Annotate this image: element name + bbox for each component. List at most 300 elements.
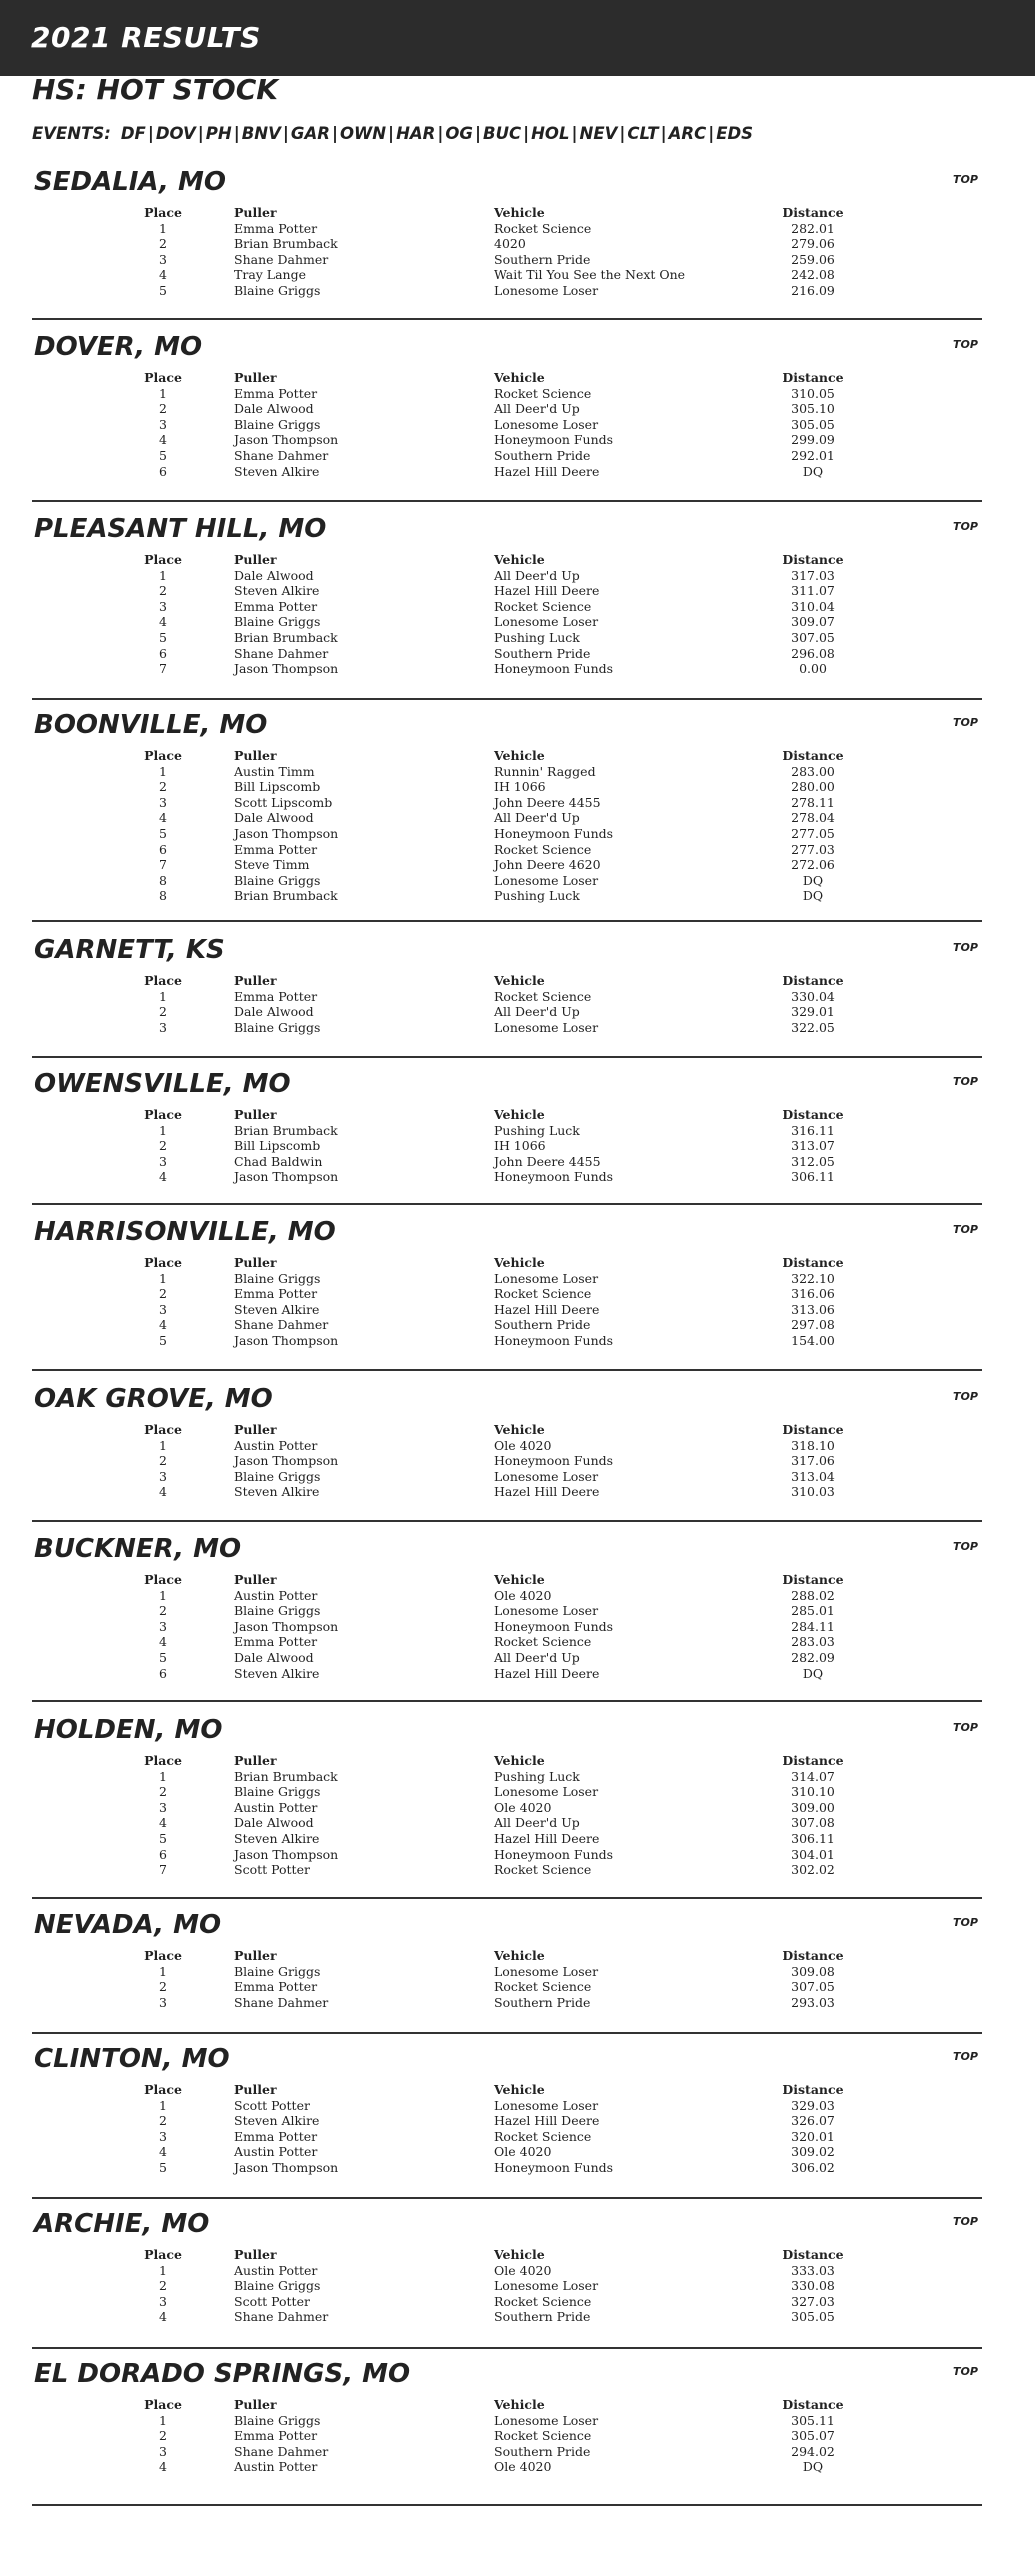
cell-distance: 313.07 [791, 1138, 835, 1154]
table-row [32, 2413, 982, 2429]
column-header-place: Place [144, 2397, 182, 2412]
column-header-puller: Puller [234, 748, 277, 763]
cell-distance: 284.11 [791, 1618, 835, 1634]
results-table [32, 2397, 982, 2475]
top-link[interactable]: TOP [953, 716, 978, 729]
section-title: BOONVILLE, MO [34, 710, 268, 740]
cell-puller: Austin Potter [234, 1587, 318, 1603]
cell-place: 2 [159, 236, 167, 252]
cell-vehicle: Wait Til You See the Next One [494, 267, 686, 283]
cell-place: 1 [159, 1122, 167, 1138]
cell-puller: Jason Thompson [234, 2159, 339, 2175]
cell-distance: 312.05 [791, 1153, 835, 1169]
cell-puller: Emma Potter [234, 2428, 318, 2444]
cell-distance: 305.11 [791, 2412, 835, 2428]
cell-puller: Dale Alwood [234, 1004, 314, 1020]
table-header-row [32, 1107, 982, 1123]
cell-vehicle: Pushing Luck [494, 1122, 580, 1138]
table-header-row [32, 1572, 982, 1588]
column-header-puller: Puller [234, 973, 277, 988]
table-row [32, 614, 982, 630]
event-link-nev[interactable]: NEV [579, 124, 618, 143]
table-row [32, 764, 982, 780]
table-row [32, 661, 982, 677]
column-header-distance: Distance [782, 1422, 844, 1437]
table-row [32, 1995, 982, 2011]
cell-puller: Emma Potter [234, 385, 318, 401]
cell-puller: Steve Timm [234, 857, 310, 873]
cell-vehicle: Rocket Science [494, 841, 592, 857]
cell-place: 5 [159, 629, 167, 645]
cell-puller: Blaine Griggs [234, 1468, 321, 1484]
results-table [32, 748, 982, 904]
table-row [32, 417, 982, 433]
cell-vehicle: Rocket Science [494, 1979, 592, 1995]
cell-vehicle: Rocket Science [494, 385, 592, 401]
table-header-row [32, 370, 982, 386]
cell-vehicle: Ole 4020 [494, 1437, 552, 1453]
cell-puller: Blaine Griggs [234, 2278, 321, 2294]
column-header-place: Place [144, 552, 182, 567]
cell-distance: 306.11 [791, 1830, 835, 1846]
cell-place: 3 [159, 2128, 167, 2144]
cell-distance: 0.00 [799, 661, 827, 677]
table-row [32, 583, 982, 599]
cell-puller: Blaine Griggs [234, 1784, 321, 1800]
column-header-distance: Distance [782, 370, 844, 385]
cell-place: 4 [159, 1484, 167, 1500]
column-header-puller: Puller [234, 370, 277, 385]
column-header-place: Place [144, 973, 182, 988]
cell-distance: 313.06 [791, 1301, 835, 1317]
cell-place: 5 [159, 1332, 167, 1348]
event-link-own[interactable]: OWN [339, 124, 387, 143]
cell-distance: 306.02 [791, 2159, 835, 2175]
column-header-place: Place [144, 1422, 182, 1437]
cell-place: 5 [159, 1830, 167, 1846]
cell-place: 6 [159, 841, 167, 857]
cell-vehicle: IH 1066 [494, 779, 546, 795]
table-row [32, 1603, 982, 1619]
cell-puller: Blaine Griggs [234, 872, 321, 888]
result-section [32, 708, 982, 922]
event-link-clt[interactable]: CLT [627, 124, 659, 143]
cell-vehicle: Pushing Luck [494, 629, 580, 645]
cell-place: 1 [159, 220, 167, 236]
cell-distance: 310.10 [791, 1784, 835, 1800]
cell-vehicle: Southern Pride [494, 2309, 591, 2325]
cell-place: 5 [159, 282, 167, 298]
cell-place: 3 [159, 2443, 167, 2459]
table-row [32, 1634, 982, 1650]
cell-distance: 322.05 [791, 1019, 835, 1035]
top-link[interactable]: TOP [953, 338, 978, 351]
column-header-vehicle: Vehicle [494, 748, 545, 763]
cell-vehicle: Rocket Science [494, 988, 592, 1004]
table-header-row [32, 973, 982, 989]
cell-puller: Blaine Griggs [234, 2412, 321, 2428]
cell-place: 5 [159, 825, 167, 841]
cell-place: 3 [159, 1468, 167, 1484]
result-section [32, 1908, 982, 2034]
page-header [0, 0, 1035, 76]
cell-vehicle: Pushing Luck [494, 888, 580, 904]
table-row [32, 401, 982, 417]
cell-puller: Blaine Griggs [234, 1270, 321, 1286]
cell-place: 1 [159, 1270, 167, 1286]
cell-place: 5 [159, 2159, 167, 2175]
column-header-vehicle: Vehicle [494, 1948, 545, 1963]
top-link[interactable]: TOP [953, 1540, 978, 1553]
table-row [32, 842, 982, 858]
table-row [32, 448, 982, 464]
column-header-vehicle: Vehicle [494, 1572, 545, 1587]
cell-puller: Steven Alkire [234, 463, 320, 479]
column-header-puller: Puller [234, 552, 277, 567]
top-link[interactable]: TOP [953, 2365, 978, 2378]
cell-vehicle: Honeymoon Funds [494, 432, 614, 448]
cell-place: 3 [159, 2293, 167, 2309]
table-row [32, 1588, 982, 1604]
event-link-eds[interactable]: EDS [716, 124, 754, 143]
table-row [32, 1862, 982, 1878]
cell-distance: 307.05 [791, 629, 835, 645]
table-row [32, 873, 982, 889]
cell-distance: 309.02 [791, 2144, 835, 2160]
cell-puller: Dale Alwood [234, 1649, 314, 1665]
cell-place: 2 [159, 1286, 167, 1302]
cell-distance: 272.06 [791, 857, 835, 873]
table-row [32, 2294, 982, 2310]
cell-vehicle: Hazel Hill Deere [494, 2113, 600, 2129]
top-link[interactable]: TOP [953, 173, 978, 186]
cell-distance: 317.03 [791, 567, 835, 583]
cell-distance: 302.02 [791, 1862, 835, 1878]
top-link[interactable]: TOP [953, 2215, 978, 2228]
results-table [32, 1572, 982, 1681]
table-header-row [32, 2397, 982, 2413]
cell-place: 1 [159, 988, 167, 1004]
table-row [32, 568, 982, 584]
cell-puller: Austin Potter [234, 2144, 318, 2160]
cell-place: 2 [159, 401, 167, 417]
top-link[interactable]: TOP [953, 1916, 978, 1929]
cell-vehicle: Lonesome Loser [494, 1963, 599, 1979]
column-header-vehicle: Vehicle [494, 552, 545, 567]
cell-puller: Emma Potter [234, 1634, 318, 1650]
cell-vehicle: Lonesome Loser [494, 614, 599, 630]
cell-vehicle: Honeymoon Funds [494, 825, 614, 841]
cell-puller: Blaine Griggs [234, 1019, 321, 1035]
column-header-vehicle: Vehicle [494, 2082, 545, 2097]
cell-distance: 154.00 [791, 1332, 835, 1348]
cell-place: 1 [159, 2097, 167, 2113]
table-row [32, 2459, 982, 2475]
cell-place: 2 [159, 1979, 167, 1995]
cell-vehicle: Honeymoon Funds [494, 661, 614, 677]
cell-place: 1 [159, 567, 167, 583]
cell-distance: 322.10 [791, 1270, 835, 1286]
cell-place: 4 [159, 1634, 167, 1650]
cell-vehicle: Lonesome Loser [494, 282, 599, 298]
cell-distance: 288.02 [791, 1587, 835, 1603]
results-table [32, 1255, 982, 1349]
top-link[interactable]: TOP [953, 1721, 978, 1734]
cell-distance: 310.05 [791, 385, 835, 401]
cell-vehicle: Lonesome Loser [494, 1784, 599, 1800]
event-link-og[interactable]: OG [445, 124, 473, 143]
table-row [32, 1286, 982, 1302]
cell-puller: Steven Alkire [234, 1301, 320, 1317]
result-section [32, 2207, 982, 2349]
cell-vehicle: Runnin' Ragged [494, 763, 596, 779]
cell-vehicle: Hazel Hill Deere [494, 1301, 600, 1317]
event-separator: | [197, 124, 204, 143]
event-separator: | [474, 124, 481, 143]
cell-puller: Jason Thompson [234, 1453, 339, 1469]
section-title: OWENSVILLE, MO [34, 1069, 291, 1099]
top-link[interactable]: TOP [953, 1223, 978, 1236]
cell-vehicle: Ole 4020 [494, 1799, 552, 1815]
cell-place: 4 [159, 2309, 167, 2325]
column-header-vehicle: Vehicle [494, 370, 545, 385]
column-header-puller: Puller [234, 1255, 277, 1270]
cell-vehicle: Rocket Science [494, 598, 592, 614]
cell-distance: 326.07 [791, 2113, 835, 2129]
cell-vehicle: Southern Pride [494, 645, 591, 661]
event-separator: | [437, 124, 444, 143]
cell-distance: 333.03 [791, 2262, 835, 2278]
cell-vehicle: All Deer'd Up [494, 1004, 580, 1020]
table-row [32, 1004, 982, 1020]
cell-puller: Dale Alwood [234, 401, 314, 417]
cell-vehicle: Rocket Science [494, 1286, 592, 1302]
cell-place: 3 [159, 1019, 167, 1035]
cell-puller: Emma Potter [234, 1979, 318, 1995]
cell-vehicle: Lonesome Loser [494, 872, 599, 888]
cell-puller: Austin Potter [234, 1437, 318, 1453]
cell-vehicle: IH 1066 [494, 1138, 546, 1154]
column-header-place: Place [144, 748, 182, 763]
results-table [32, 2082, 982, 2176]
table-row [32, 1317, 982, 1333]
table-header-row [32, 1255, 982, 1271]
table-header-row [32, 205, 982, 221]
cell-place: 2 [159, 779, 167, 795]
table-row [32, 1800, 982, 1816]
table-header-row [32, 2082, 982, 2098]
cell-vehicle: Honeymoon Funds [494, 1846, 614, 1862]
column-header-distance: Distance [782, 1753, 844, 1768]
table-row [32, 221, 982, 237]
cell-distance: 278.04 [791, 810, 835, 826]
table-row [32, 1666, 982, 1682]
top-link[interactable]: TOP [953, 1075, 978, 1088]
cell-puller: Dale Alwood [234, 567, 314, 583]
cell-distance: DQ [802, 888, 824, 904]
top-link[interactable]: TOP [953, 941, 978, 954]
table-row [32, 283, 982, 299]
top-link[interactable]: TOP [953, 1390, 978, 1403]
cell-vehicle: Rocket Science [494, 2293, 592, 2309]
cell-puller: Steven Alkire [234, 1830, 320, 1846]
results-table [32, 205, 982, 299]
cell-place: 2 [159, 2428, 167, 2444]
table-row [32, 779, 982, 795]
cell-distance: 292.01 [791, 447, 835, 463]
cell-puller: Dale Alwood [234, 1815, 314, 1831]
column-header-distance: Distance [782, 748, 844, 763]
cell-distance: 304.01 [791, 1846, 835, 1862]
table-row [32, 646, 982, 662]
cell-vehicle: Lonesome Loser [494, 1468, 599, 1484]
column-header-vehicle: Vehicle [494, 2397, 545, 2412]
column-header-place: Place [144, 370, 182, 385]
cell-puller: Brian Brumback [234, 1122, 338, 1138]
column-header-puller: Puller [234, 1948, 277, 1963]
event-link-df[interactable]: DF [120, 124, 146, 143]
cell-puller: Dale Alwood [234, 810, 314, 826]
cell-place: 3 [159, 416, 167, 432]
event-link-buc[interactable]: BUC [483, 124, 522, 143]
cell-place: 6 [159, 463, 167, 479]
event-link-dov[interactable]: DOV [155, 124, 196, 143]
cell-puller: Brian Brumback [234, 629, 338, 645]
event-separator: | [147, 124, 154, 143]
cell-distance: DQ [802, 872, 824, 888]
cell-vehicle: Southern Pride [494, 251, 591, 267]
cell-vehicle: Rocket Science [494, 1862, 592, 1878]
cell-place: 3 [159, 1301, 167, 1317]
column-header-vehicle: Vehicle [494, 205, 545, 220]
cell-distance: 329.01 [791, 1004, 835, 1020]
table-row [32, 989, 982, 1005]
cell-distance: 317.06 [791, 1453, 835, 1469]
cell-vehicle: Rocket Science [494, 1634, 592, 1650]
cell-place: 3 [159, 1799, 167, 1815]
cell-distance: 285.01 [791, 1603, 835, 1619]
result-section [32, 933, 982, 1058]
cell-vehicle: Hazel Hill Deere [494, 1484, 600, 1500]
table-row [32, 1964, 982, 1980]
table-row [32, 1333, 982, 1349]
column-header-distance: Distance [782, 973, 844, 988]
event-separator: | [708, 124, 715, 143]
cell-distance: 316.11 [791, 1122, 835, 1138]
cell-vehicle: Pushing Luck [494, 1768, 580, 1784]
cell-vehicle: Lonesome Loser [494, 1603, 599, 1619]
cell-distance: 277.05 [791, 825, 835, 841]
column-header-distance: Distance [782, 1572, 844, 1587]
table-row [32, 2309, 982, 2325]
cell-vehicle: Lonesome Loser [494, 1019, 599, 1035]
column-header-puller: Puller [234, 1107, 277, 1122]
top-link[interactable]: TOP [953, 520, 978, 533]
cell-vehicle: All Deer'd Up [494, 1649, 580, 1665]
cell-vehicle: Lonesome Loser [494, 416, 599, 432]
table-header-row [32, 748, 982, 764]
table-row [32, 2113, 982, 2129]
column-header-place: Place [144, 2247, 182, 2262]
table-row [32, 2278, 982, 2294]
cell-puller: Austin Potter [234, 1799, 318, 1815]
cell-distance: 309.07 [791, 614, 835, 630]
event-link-har[interactable]: HAR [396, 124, 436, 143]
cell-puller: Tray Lange [234, 267, 307, 283]
cell-distance: 294.02 [791, 2443, 835, 2459]
column-header-vehicle: Vehicle [494, 1107, 545, 1122]
section-title: HOLDEN, MO [34, 1715, 223, 1745]
cell-place: 1 [159, 2412, 167, 2428]
cell-vehicle: Hazel Hill Deere [494, 1830, 600, 1846]
cell-place: 6 [159, 1665, 167, 1681]
column-header-vehicle: Vehicle [494, 2247, 545, 2262]
table-row [32, 2263, 982, 2279]
cell-vehicle: Hazel Hill Deere [494, 583, 600, 599]
event-link-arc[interactable]: ARC [668, 124, 707, 143]
cell-vehicle: John Deere 4455 [494, 1153, 601, 1169]
class-title: HS: HOT STOCK [32, 73, 278, 106]
cell-puller: Austin Potter [234, 2262, 318, 2278]
cell-place: 4 [159, 1169, 167, 1185]
cell-place: 2 [159, 2113, 167, 2129]
cell-distance: 305.10 [791, 401, 835, 417]
event-separator: | [619, 124, 626, 143]
cell-puller: Jason Thompson [234, 1618, 339, 1634]
cell-vehicle: Lonesome Loser [494, 1270, 599, 1286]
section-title: ARCHIE, MO [34, 2209, 210, 2239]
event-link-gar[interactable]: GAR [290, 124, 330, 143]
cell-vehicle: All Deer'd Up [494, 567, 580, 583]
table-row [32, 2160, 982, 2176]
cell-vehicle: Lonesome Loser [494, 2097, 599, 2113]
cell-distance: DQ [802, 1665, 824, 1681]
event-link-hol[interactable]: HOL [531, 124, 570, 143]
cell-place: 4 [159, 2459, 167, 2475]
cell-puller: Jason Thompson [234, 825, 339, 841]
event-link-ph[interactable]: PH [205, 124, 232, 143]
cell-puller: Scott Lipscomb [234, 794, 333, 810]
table-row [32, 826, 982, 842]
table-row [32, 236, 982, 252]
cell-distance: 283.03 [791, 1634, 835, 1650]
cell-puller: Jason Thompson [234, 432, 339, 448]
cell-puller: Jason Thompson [234, 661, 339, 677]
event-link-bnv[interactable]: BNV [241, 124, 281, 143]
cell-place: 2 [159, 583, 167, 599]
cell-puller: Steven Alkire [234, 1484, 320, 1500]
cell-distance: 282.09 [791, 1649, 835, 1665]
cell-distance: DQ [802, 463, 824, 479]
column-header-distance: Distance [782, 2397, 844, 2412]
result-section [32, 1215, 982, 1371]
cell-place: 2 [159, 1004, 167, 1020]
section-title: HARRISONVILLE, MO [34, 1217, 336, 1247]
cell-place: 7 [159, 661, 167, 677]
cell-place: 7 [159, 857, 167, 873]
cell-distance: 307.08 [791, 1815, 835, 1831]
table-row [32, 1979, 982, 1995]
section-title: CLINTON, MO [34, 2044, 230, 2074]
top-link[interactable]: TOP [953, 2050, 978, 2063]
cell-puller: Emma Potter [234, 220, 318, 236]
cell-puller: Austin Timm [234, 763, 315, 779]
cell-place: 7 [159, 1862, 167, 1878]
cell-place: 3 [159, 598, 167, 614]
cell-puller: Shane Dahmer [234, 2309, 329, 2325]
column-header-place: Place [144, 1107, 182, 1122]
cell-vehicle: Rocket Science [494, 2128, 592, 2144]
